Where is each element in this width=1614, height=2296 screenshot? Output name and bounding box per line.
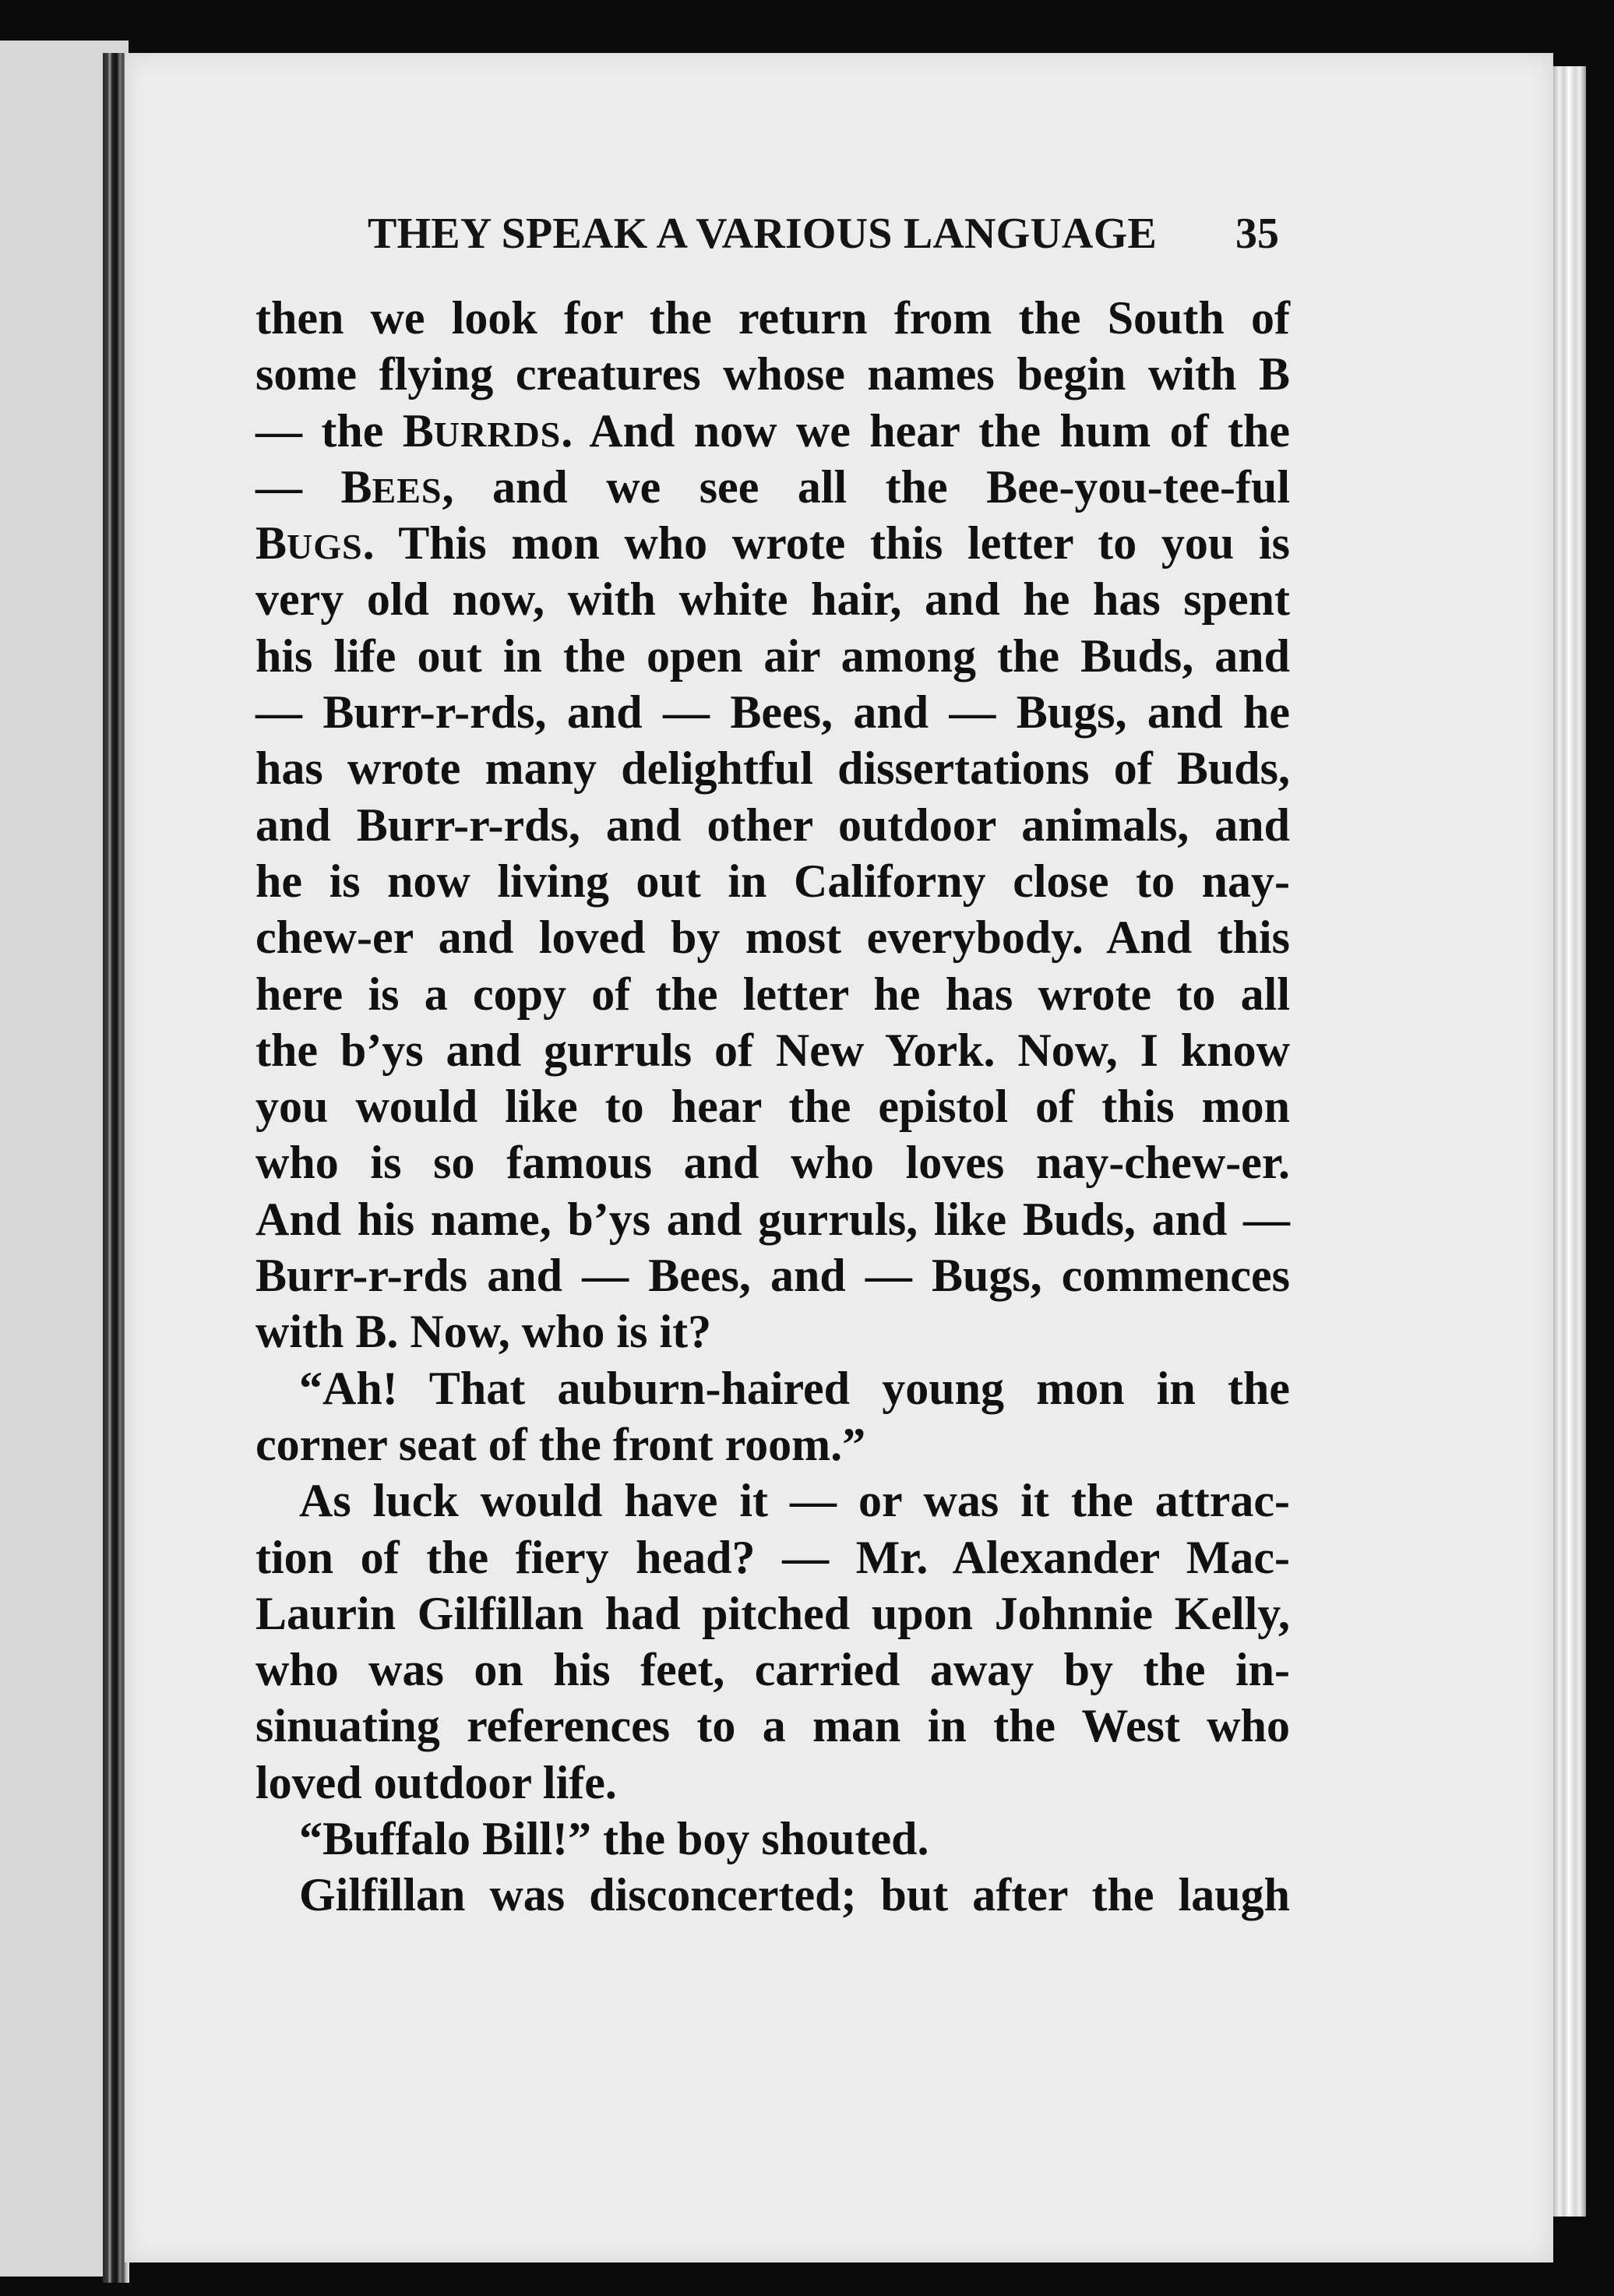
text-line: here is a copy of the letter he has wrote to all xyxy=(255,968,1290,1020)
text-line: “Ah! That auburn-haired young mon in the xyxy=(299,1362,1290,1414)
text-line: loved outdoor life. xyxy=(255,1756,617,1808)
text-line: he is now living out in Californy close to nay- xyxy=(255,855,1290,907)
text-line: has wrote many delightful dissertations of Buds, xyxy=(255,742,1290,795)
text-line: then we look for the return from the South of xyxy=(255,292,1290,344)
text-line: very old now, with white hair, and he has spent xyxy=(255,573,1290,626)
text-line: his life out in the open air among the Buds, and xyxy=(255,630,1290,682)
text-line: — Burr-r-rds, and — Bees, and — Bugs, and he xyxy=(255,686,1290,739)
text-line: Laurin Gilfillan had pitched upon Johnnie Kelly, xyxy=(255,1587,1290,1639)
text-line: some flying creatures whose names begin with B xyxy=(255,348,1290,400)
text-line: and Burr-r-rds, and other outdoor animals, and xyxy=(255,799,1290,851)
body-text xyxy=(255,290,1290,1924)
text-line: who was on his feet, carried away by the in- xyxy=(255,1644,1290,1696)
page-number: 35 xyxy=(1235,210,1279,258)
text-line: you would like to hear the epistol of this mon xyxy=(255,1081,1290,1133)
text-line: “Buffalo Bill!” the boy shouted. xyxy=(299,1813,929,1865)
text-line: As luck would have it — or was it the attrac- xyxy=(299,1475,1290,1527)
text-line: — BEES, and we see all the Bee-you-tee-ful xyxy=(255,460,1291,513)
text-line: tion of the fiery head? — Mr. Alexander Mac- xyxy=(255,1531,1290,1583)
text-line: Gilfillan was disconcerted; but after the laugh xyxy=(299,1869,1290,1921)
text-line: corner seat of the front room.” xyxy=(255,1418,866,1470)
text-line: the b’ys and gurruls of New York. Now, I know xyxy=(255,1024,1290,1076)
text-line: And his name, b’ys and gurruls, like Buds, and — xyxy=(255,1193,1290,1245)
text-line: — the BURRDS. And now we hear the hum of the xyxy=(255,404,1291,457)
text-line: with B. Now, who is it? xyxy=(255,1306,712,1358)
text-line: chew-er and loved by most everybody. And this xyxy=(255,912,1290,964)
text-line: who is so famous and who loves nay-chew-er. xyxy=(255,1137,1290,1189)
text-line: BUGS. This mon who wrote this letter to you is xyxy=(255,517,1290,570)
page-edges xyxy=(1553,66,1586,2217)
text-line: Burr-r-rds and — Bees, and — Bugs, commences xyxy=(255,1250,1290,1302)
text-line: sinuating references to a man in the West who xyxy=(255,1700,1290,1752)
running-header: THEY SPEAK A VARIOUS LANGUAGE xyxy=(368,210,1158,258)
